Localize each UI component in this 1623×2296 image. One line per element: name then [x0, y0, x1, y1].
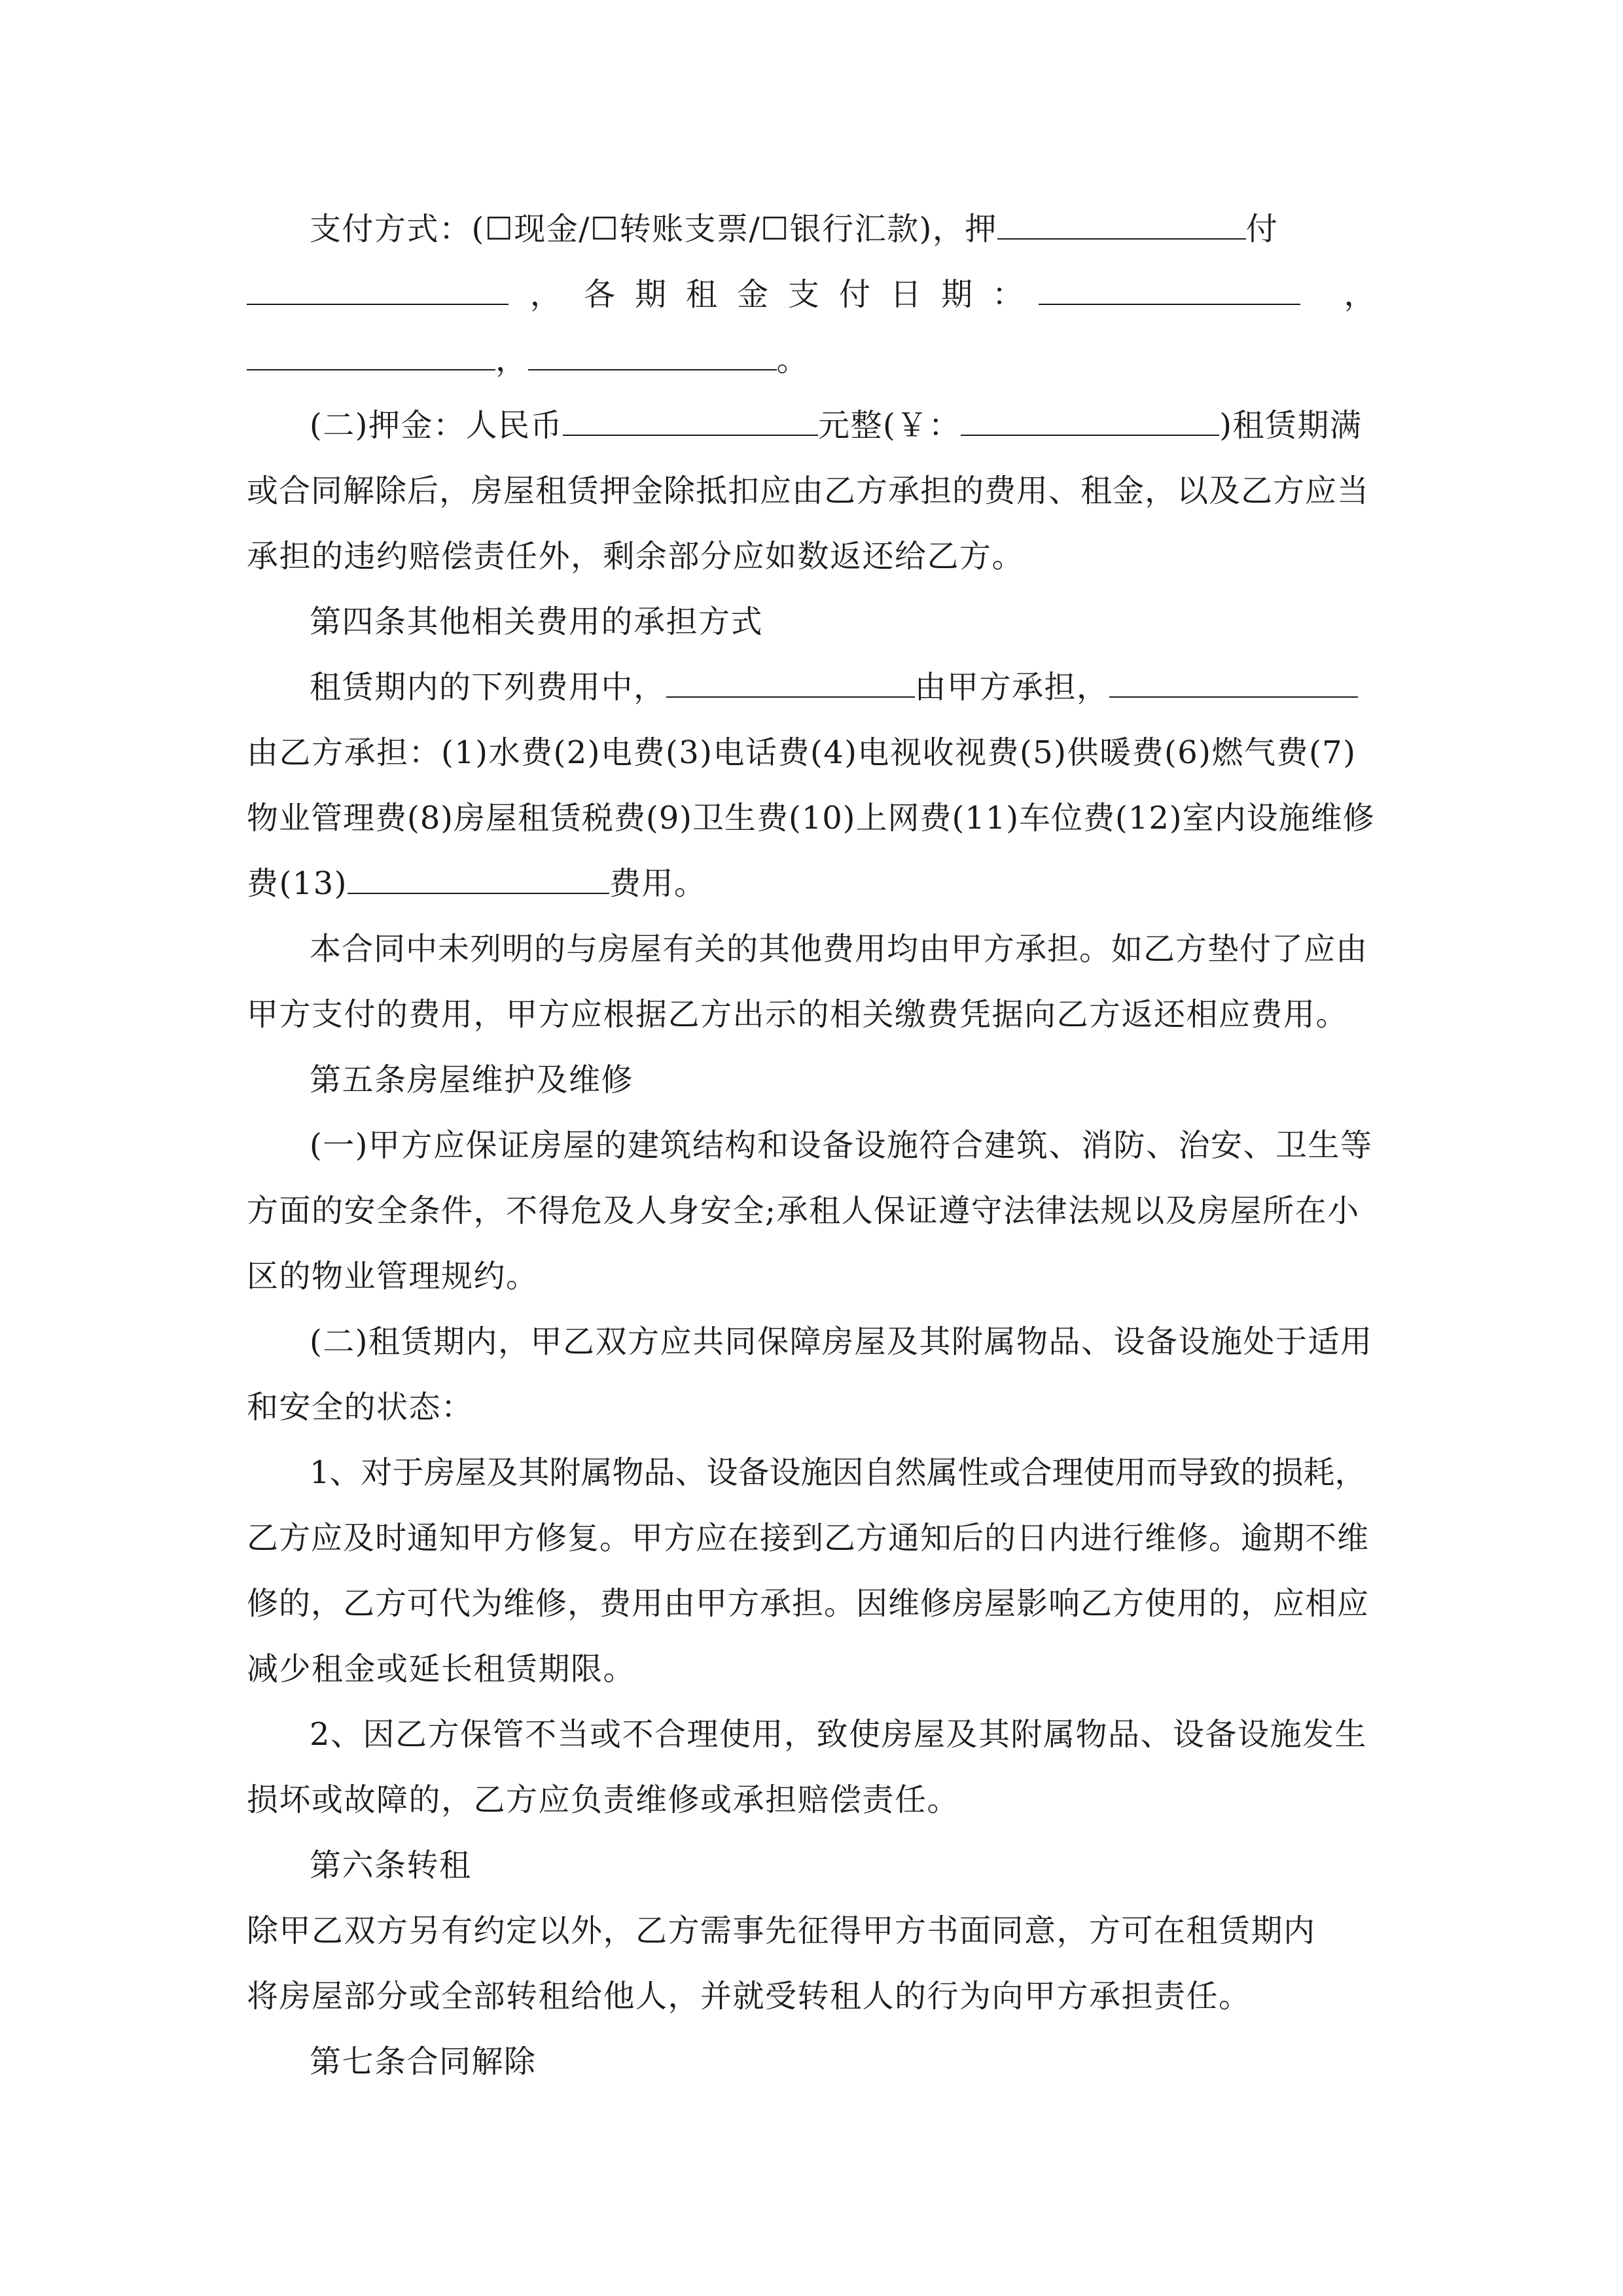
article-5-p3-line-1: 1、对于房屋及其附属物品、设备设施因自然属性或合理使用而导致的损耗，: [310, 1454, 1366, 1491]
article-5-p2-line-1: (二)租赁期内，甲乙双方应共同保障房屋及其附属物品、设备设施处于适用: [310, 1323, 1373, 1360]
deposit-label-a: (二)押金：人民币: [310, 407, 563, 444]
payment-comma-1: ，: [529, 276, 563, 313]
pay-date-blank-2[interactable]: [247, 329, 495, 370]
art4-l4a: 费(13): [247, 865, 348, 902]
article-4-line-4: [247, 851, 1376, 916]
article-6-line-2: 将房屋部分或全部转租给他人，并就受转租人的行为向甲方承担责任。: [247, 1978, 1251, 2015]
payment-dates-label: 各期租金支付日期：: [584, 276, 1044, 313]
article-4-line-2: 由乙方承担：(1)水费(2)电费(3)电话费(4)电视收视费(5)供暖费(6)燃气费(7): [247, 734, 1357, 771]
tenant-fees-blank[interactable]: [1109, 656, 1358, 698]
deposit-line-1: [247, 393, 1376, 458]
article-6-line-1: 除甲乙双方另有约定以外，乙方需事先征得甲方书面同意，方可在租赁期内: [247, 1912, 1316, 1949]
deposit-label-c: )租赁期满: [1219, 407, 1363, 444]
other-fee-blank[interactable]: [348, 852, 609, 894]
article-4-line-3: 物业管理费(8)房屋租赁税费(9)卫生费(10)上网费(11)车位费(12)室内设施维修: [247, 800, 1375, 836]
pay-months-blank[interactable]: [247, 263, 508, 305]
payment-fu: 付: [1245, 211, 1279, 247]
deposit-amount-figure-blank[interactable]: [961, 394, 1219, 436]
deposit-line-2: 或合同解除后，房屋租赁押金除抵扣应由乙方承担的费用、租金，以及乙方应当: [247, 473, 1370, 509]
article-5-title: 第五条房屋维护及维修: [310, 1062, 634, 1098]
payment-comma-2: ，: [1344, 276, 1376, 313]
deposit-amount-words-blank[interactable]: [563, 394, 818, 436]
payment-line-2: [247, 262, 1376, 327]
article-4-para2-line-1: 本合同中未列明的与房屋有关的其他费用均由甲方承担。如乙方垫付了应由: [310, 931, 1368, 967]
article-5-p2-line-2: 和安全的状态：: [247, 1389, 474, 1426]
payment-line-1: [247, 196, 1376, 262]
pay-date-blank-3[interactable]: [528, 329, 777, 370]
article-5-p3-line-2: 乙方应及时通知甲方修复。甲方应在接到乙方通知后的日内进行维修。逾期不维: [247, 1520, 1370, 1556]
art4-l1b: 由甲方承担，: [914, 669, 1109, 706]
payment-line-3: [247, 327, 1376, 393]
article-5-p1-line-1: (一)甲方应保证房屋的建筑结构和设备设施符合建筑、消防、治安、卫生等: [310, 1127, 1373, 1164]
deposit-line-3: 承担的违约赔偿责任外，剩余部分应如数返还给乙方。: [247, 538, 1025, 575]
article-5-p1-line-2: 方面的安全条件，不得危及人身安全;承租人保证遵守法律法规以及房屋所在小: [247, 1193, 1360, 1229]
pay-date-blank-1[interactable]: [1039, 263, 1300, 305]
article-5-p3-line-3: 修的，乙方可代为维修，费用由甲方承担。因维修房屋影响乙方使用的，应相应: [247, 1585, 1370, 1622]
article-4-para2-line-2: 甲方支付的费用，甲方应根据乙方出示的相关缴费凭据向乙方返还相应费用。: [247, 996, 1349, 1033]
deposit-months-blank[interactable]: [997, 198, 1246, 240]
article-5-p4-line-1: 2、因乙方保管不当或不合理使用，致使房屋及其附属物品、设备设施发生: [310, 1716, 1368, 1753]
payment-end: 。: [776, 342, 810, 378]
payment-comma-3: ，: [495, 342, 528, 378]
article-4-title: 第四条其他相关费用的承担方式: [310, 603, 764, 640]
deposit-label-b: 元整(￥：: [817, 407, 961, 444]
article-6-title: 第六条转租: [310, 1847, 472, 1884]
art4-l4b: 费用。: [609, 865, 707, 902]
article-7-title: 第七条合同解除: [310, 2043, 537, 2080]
article-5-p1-line-3: 区的物业管理规约。: [247, 1258, 539, 1295]
article-4-line-1: [247, 655, 1376, 720]
art4-l1a: 租赁期内的下列费用中，: [310, 669, 666, 706]
article-5-p3-line-4: 减少租金或延长租赁期限。: [247, 1651, 636, 1687]
landlord-fees-blank[interactable]: [666, 656, 915, 698]
payment-label: 支付方式：(☐现金/☐转账支票/☐银行汇款)，押: [310, 211, 997, 247]
article-5-p4-line-2: 损坏或故障的，乙方应负责维修或承担赔偿责任。: [247, 1782, 960, 1818]
